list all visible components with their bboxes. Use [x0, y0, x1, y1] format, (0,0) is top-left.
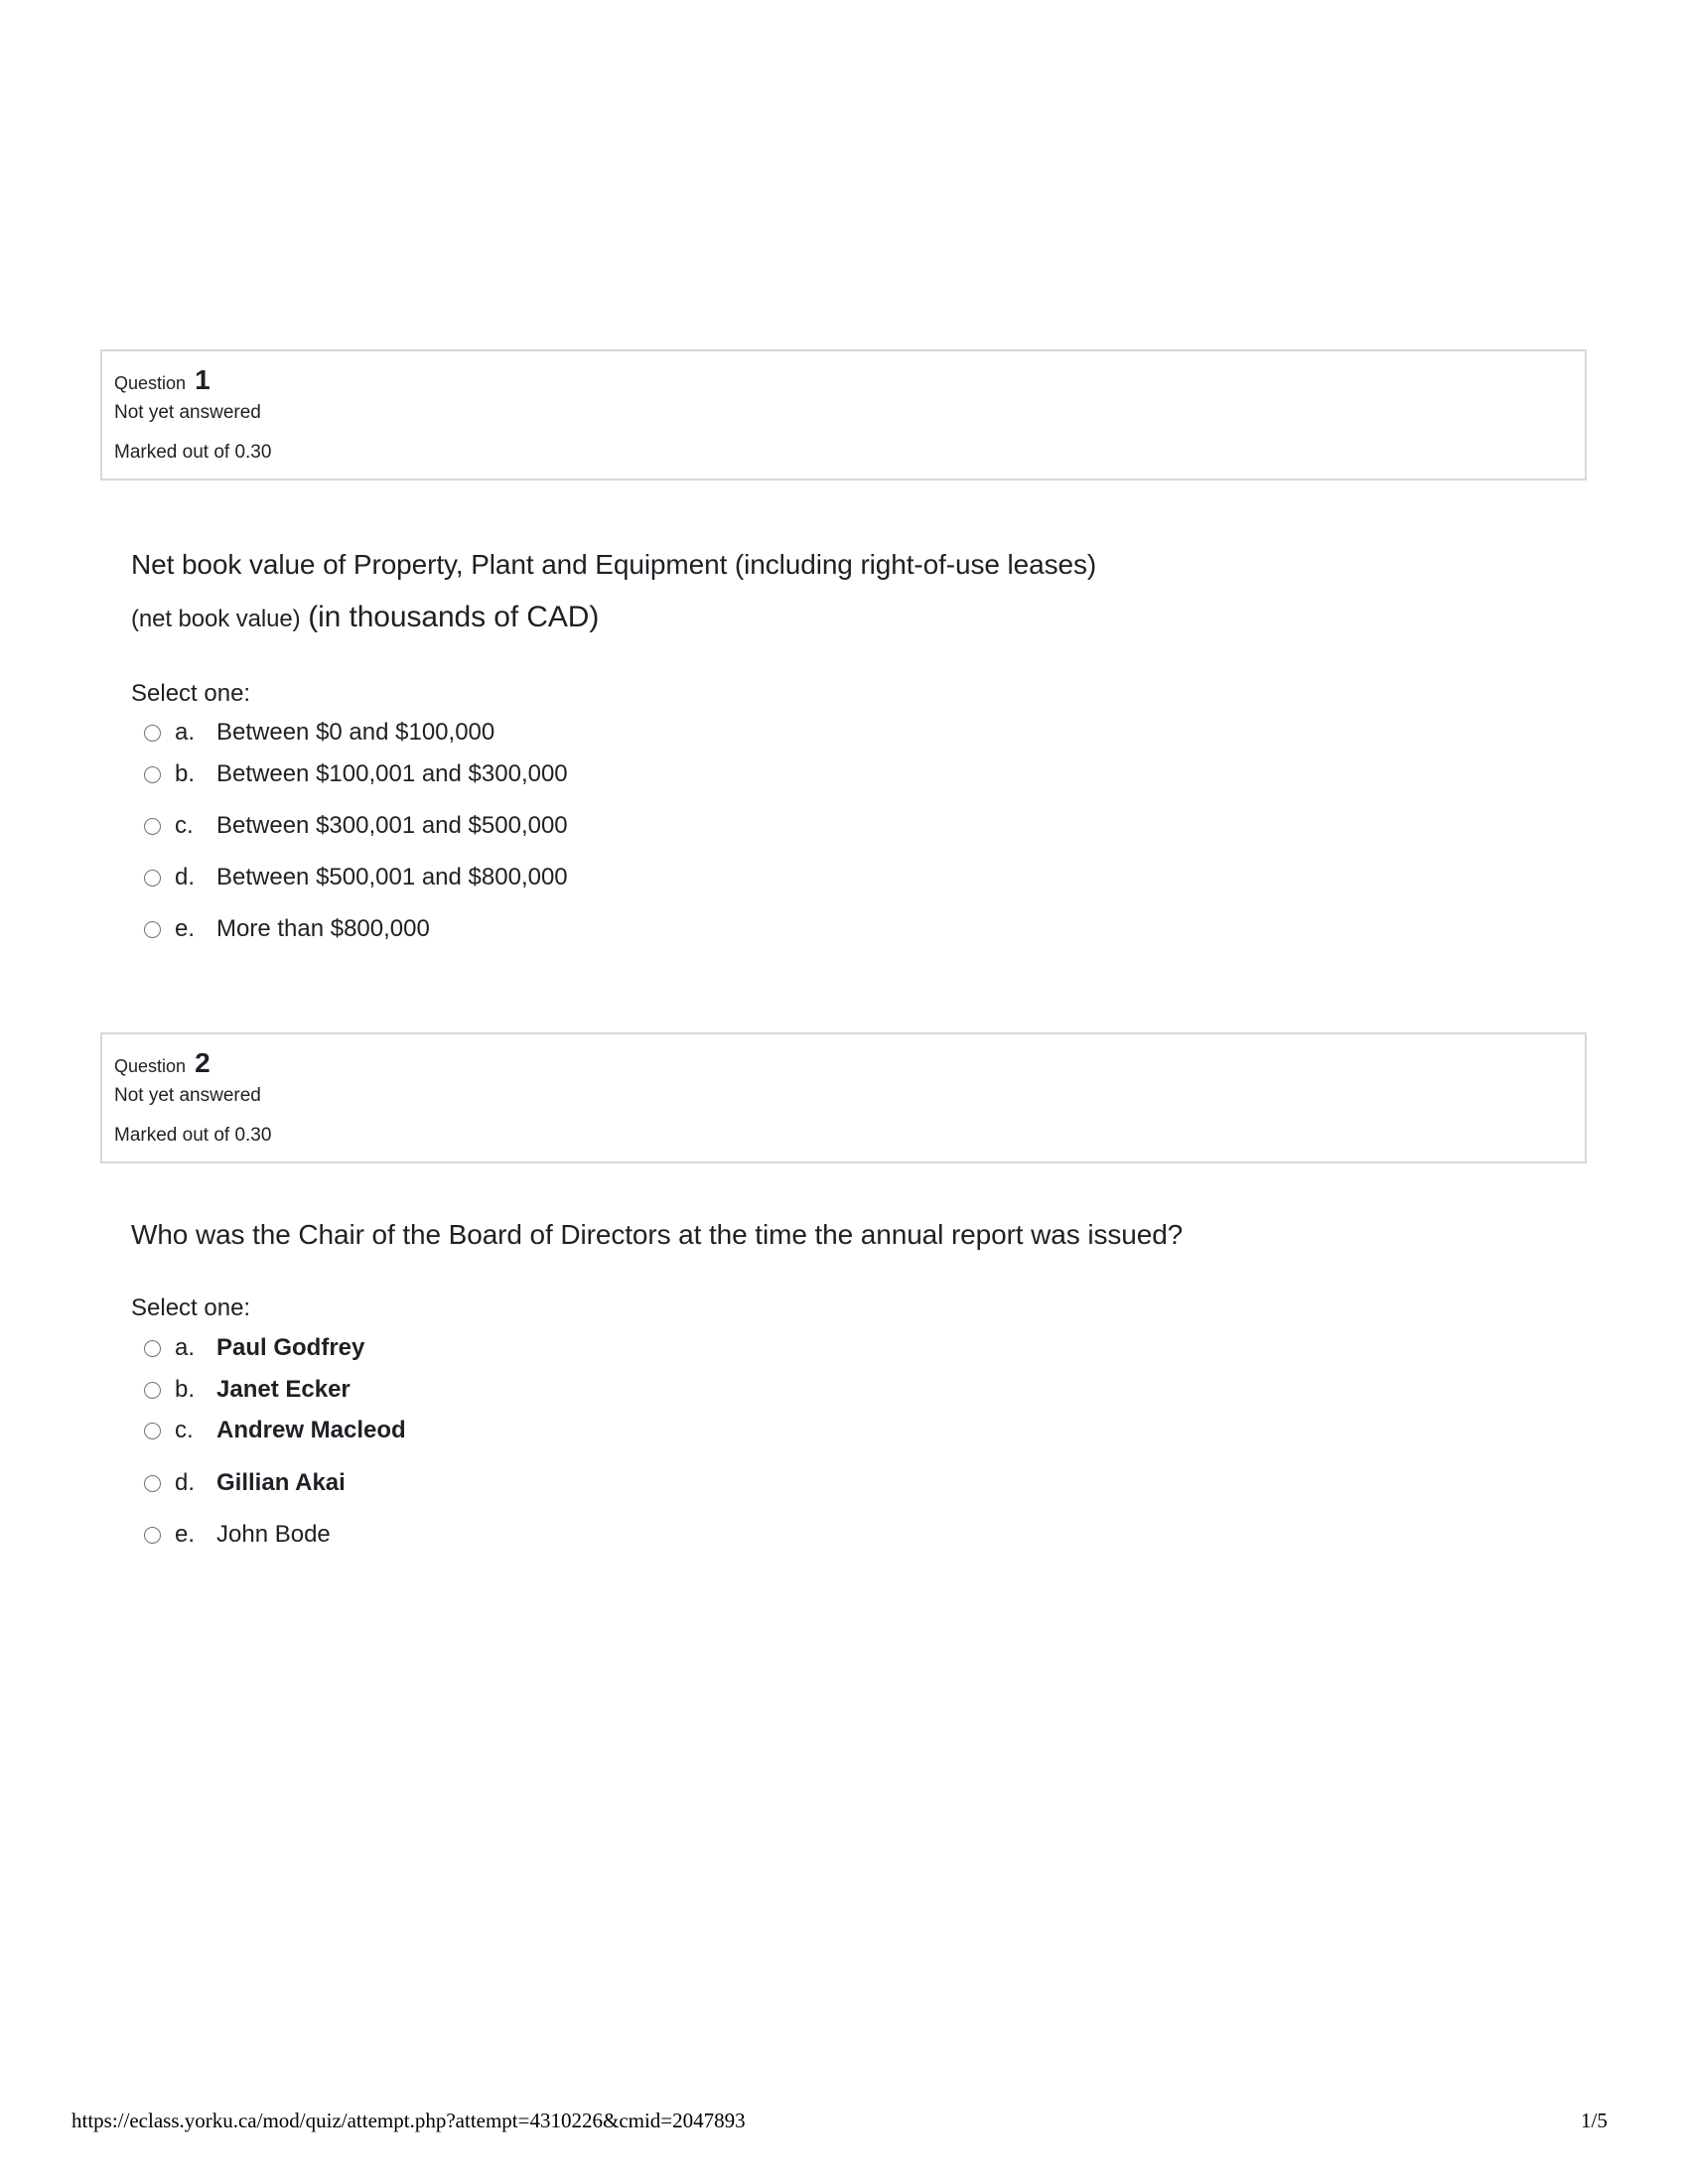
question-1-text-big: (in thousands of CAD) [308, 601, 600, 633]
question-1-option-d[interactable] [144, 860, 568, 895]
option-letter: e. [175, 915, 196, 942]
option-label[interactable]: Between $500,001 and $800,000 [216, 864, 568, 890]
footer-url: https://eclass.yorku.ca/mod/quiz/attempt.php?attempt=4310226&cmid=2047893 [71, 2109, 746, 2132]
question-1-option-b[interactable] [144, 756, 568, 792]
question-2-option-d[interactable] [144, 1465, 346, 1501]
option-label[interactable]: Janet Ecker [216, 1376, 351, 1403]
option-label[interactable]: Between $0 and $100,000 [216, 719, 495, 746]
option-letter: a. [175, 719, 196, 746]
question-1-option-c[interactable] [144, 808, 568, 844]
footer-page-number: 1/5 [1581, 2109, 1608, 2132]
question-2-state: Not yet answered [114, 1085, 261, 1106]
question-2-prompt: Select one: [131, 1295, 251, 1321]
question-number: 2 [195, 1047, 211, 1078]
radio-button[interactable] [144, 818, 161, 835]
option-letter: e. [175, 1521, 196, 1548]
question-1-grade: Marked out of 0.30 [114, 442, 272, 463]
question-2-option-e[interactable] [144, 1517, 331, 1553]
question-1-option-a[interactable] [144, 715, 494, 751]
radio-button[interactable] [144, 921, 161, 938]
question-1-option-e[interactable] [144, 911, 430, 947]
question-2-grade: Marked out of 0.30 [114, 1125, 272, 1146]
option-letter: d. [175, 1469, 196, 1496]
question-1-state: Not yet answered [114, 402, 261, 423]
option-letter: c. [175, 1417, 194, 1443]
radio-button[interactable] [144, 725, 161, 742]
question-label: Question [114, 1056, 187, 1076]
question-2-option-a[interactable] [144, 1330, 364, 1366]
radio-button[interactable] [144, 766, 161, 783]
question-1-text-small: (net book value) [131, 606, 301, 632]
option-letter: b. [175, 1376, 196, 1403]
question-label: Question [114, 373, 187, 393]
option-label[interactable]: Paul Godfrey [216, 1334, 365, 1361]
radio-button[interactable] [144, 1527, 161, 1544]
option-label[interactable]: Andrew Macleod [216, 1417, 406, 1443]
option-letter: d. [175, 864, 196, 890]
question-1-text-line-2 [131, 601, 599, 634]
option-letter: a. [175, 1334, 196, 1361]
question-number: 1 [195, 364, 211, 395]
radio-button[interactable] [144, 870, 161, 887]
option-label[interactable]: Gillian Akai [216, 1469, 346, 1496]
question-2-number [114, 1044, 1585, 1082]
question-1-number [114, 361, 1585, 399]
option-label[interactable]: John Bode [216, 1521, 331, 1548]
question-1-prompt: Select one: [131, 680, 251, 707]
radio-button[interactable] [144, 1340, 161, 1357]
radio-button[interactable] [144, 1382, 161, 1399]
question-2-option-c[interactable] [144, 1413, 406, 1448]
radio-button[interactable] [144, 1475, 161, 1492]
radio-button[interactable] [144, 1423, 161, 1439]
option-letter: b. [175, 760, 196, 787]
question-1-text-line-1: Net book value of Property, Plant and Equipment (including right-of-use leases) [131, 549, 1097, 580]
question-2-option-b[interactable] [144, 1372, 351, 1408]
question-1-info-box [100, 349, 1587, 480]
option-label[interactable]: More than $800,000 [216, 915, 430, 942]
question-2-text: Who was the Chair of the Board of Directors at the time the annual report was issued? [131, 1219, 1184, 1250]
question-2-info-box [100, 1032, 1587, 1163]
option-label[interactable]: Between $300,001 and $500,000 [216, 812, 568, 839]
option-label[interactable]: Between $100,001 and $300,000 [216, 760, 568, 787]
option-letter: c. [175, 812, 194, 839]
